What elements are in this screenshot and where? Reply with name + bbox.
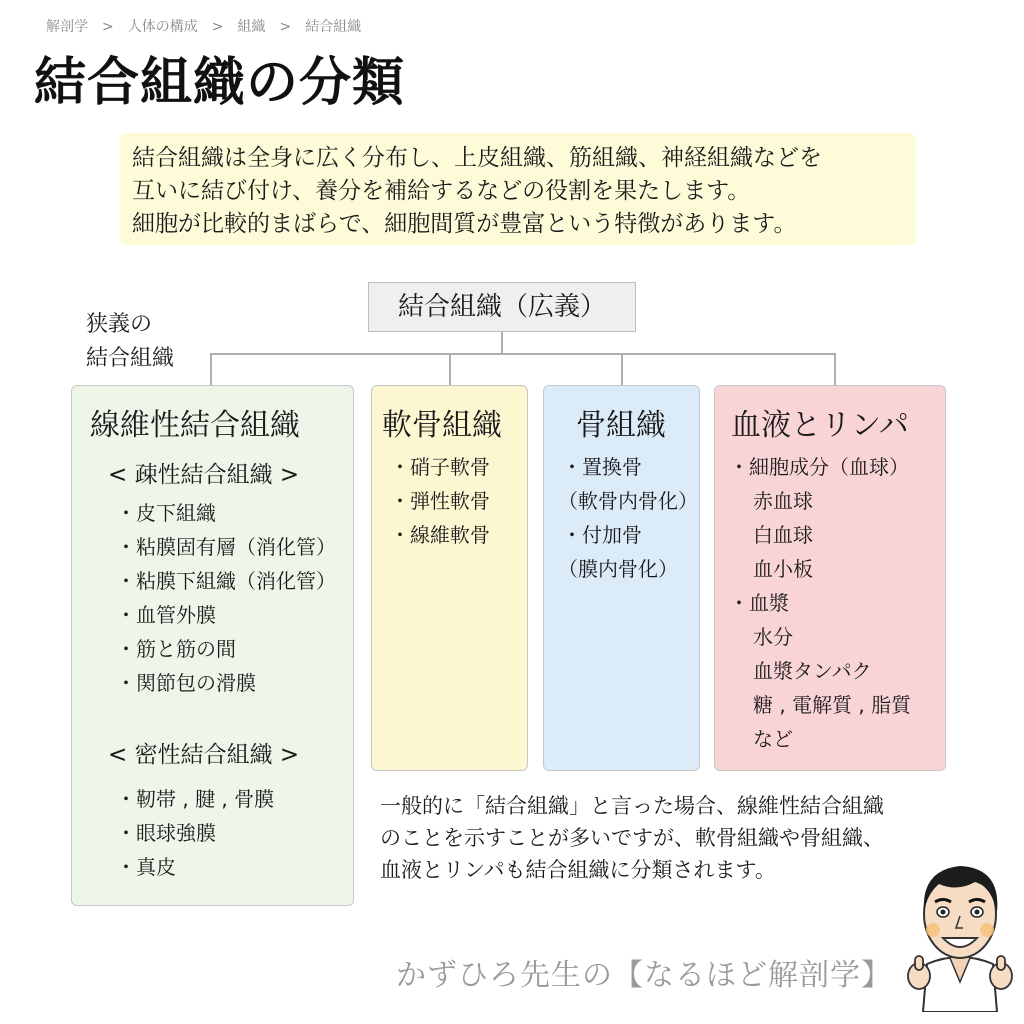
note-line: 血液とリンパも結合組織に分類されます。	[380, 858, 776, 882]
list-item: （軟骨内骨化）	[558, 489, 698, 513]
breadcrumb-separator: >	[211, 19, 224, 35]
connector-drop	[449, 353, 451, 385]
page-title: 結合組織の分類	[34, 53, 406, 113]
list-item: ・血漿	[729, 591, 789, 615]
narrow-label-line: 結合組織	[86, 346, 175, 371]
list-item: 血漿タンパク	[753, 659, 872, 683]
list-item: ・細胞成分（血球）	[729, 455, 909, 479]
note-line: のことを示すことが多いですが、軟骨組織や骨組織、	[380, 826, 884, 850]
dense-subtitle: < 密性結合組織 >	[108, 742, 300, 768]
note-text	[380, 790, 884, 886]
list-item: 白血球	[753, 523, 813, 547]
connector-drop	[621, 353, 623, 385]
connector-drop	[210, 353, 212, 385]
list-item: ・線維軟骨	[390, 523, 490, 547]
breadcrumb-separator: >	[279, 19, 292, 35]
list-item: ・粘膜下組織（消化管）	[116, 569, 336, 593]
cartilage-tissue-box	[371, 385, 528, 771]
bone-title: 骨組織	[576, 408, 666, 443]
teacher-mascot-icon	[905, 852, 1015, 1012]
narrow-label-line: 狭義の	[86, 312, 153, 337]
list-item: ・硝子軟骨	[390, 455, 490, 479]
blood-lymph-box	[714, 385, 946, 771]
cartilage-title: 軟骨組織	[382, 408, 502, 443]
breadcrumb-item[interactable]: 組織	[237, 19, 266, 35]
fibrous-title: 線維性結合組織	[90, 408, 300, 443]
breadcrumb-separator: >	[102, 19, 114, 35]
list-item: ・真皮	[116, 855, 176, 879]
intro-box	[120, 133, 916, 245]
note-line: 一般的に「結合組織」と言った場合、線維性結合組織	[380, 794, 884, 818]
list-item: （膜内骨化）	[558, 557, 678, 581]
connector-stem	[501, 332, 503, 354]
list-item: 水分	[753, 625, 793, 649]
list-item: ・関節包の滑膜	[116, 671, 256, 695]
list-item: ・置換骨	[562, 455, 642, 479]
intro-line: 細胞が比較的まばらで、細胞間質が豊富という特徴があります。	[132, 211, 797, 237]
list-item: ・眼球強膜	[116, 821, 216, 845]
list-item: ・靭帯 , 腱 , 骨膜	[116, 787, 275, 811]
loose-subtitle: < 疎性結合組織 >	[108, 462, 300, 488]
connector-drop	[834, 353, 836, 385]
list-item: ・筋と筋の間	[116, 637, 236, 661]
blood-title: 血液とリンパ	[731, 408, 909, 443]
fibrous-tissue-box	[71, 385, 354, 906]
list-item: 糖 , 電解質 , 脂質	[753, 693, 912, 717]
narrow-sense-label	[86, 308, 174, 376]
list-item: 血小板	[753, 557, 813, 581]
list-item: ・血管外膜	[116, 603, 216, 627]
list-item: ・弾性軟骨	[390, 489, 490, 513]
credit-text: かずひろ先生の【なるほど解剖学】	[396, 958, 892, 993]
intro-line: 結合組織は全身に広く分布し、上皮組織、筋組織、神経組織などを	[132, 145, 822, 171]
list-item: ・皮下組織	[116, 501, 216, 525]
bone-tissue-box	[543, 385, 700, 771]
connector-bar	[210, 353, 835, 355]
root-node: 結合組織（広義）	[368, 282, 636, 332]
breadcrumb-item[interactable]: 人体の構成	[127, 19, 198, 35]
breadcrumb	[46, 16, 361, 36]
breadcrumb-item[interactable]: 解剖学	[46, 19, 88, 35]
list-item: ・粘膜固有層（消化管）	[116, 535, 336, 559]
list-item: ・付加骨	[562, 523, 642, 547]
intro-line: 互いに結び付け、養分を補給するなどの役割を果たします。	[132, 178, 751, 204]
breadcrumb-item[interactable]: 結合組織	[305, 19, 362, 35]
list-item: など	[753, 727, 793, 751]
list-item: 赤血球	[753, 489, 813, 513]
